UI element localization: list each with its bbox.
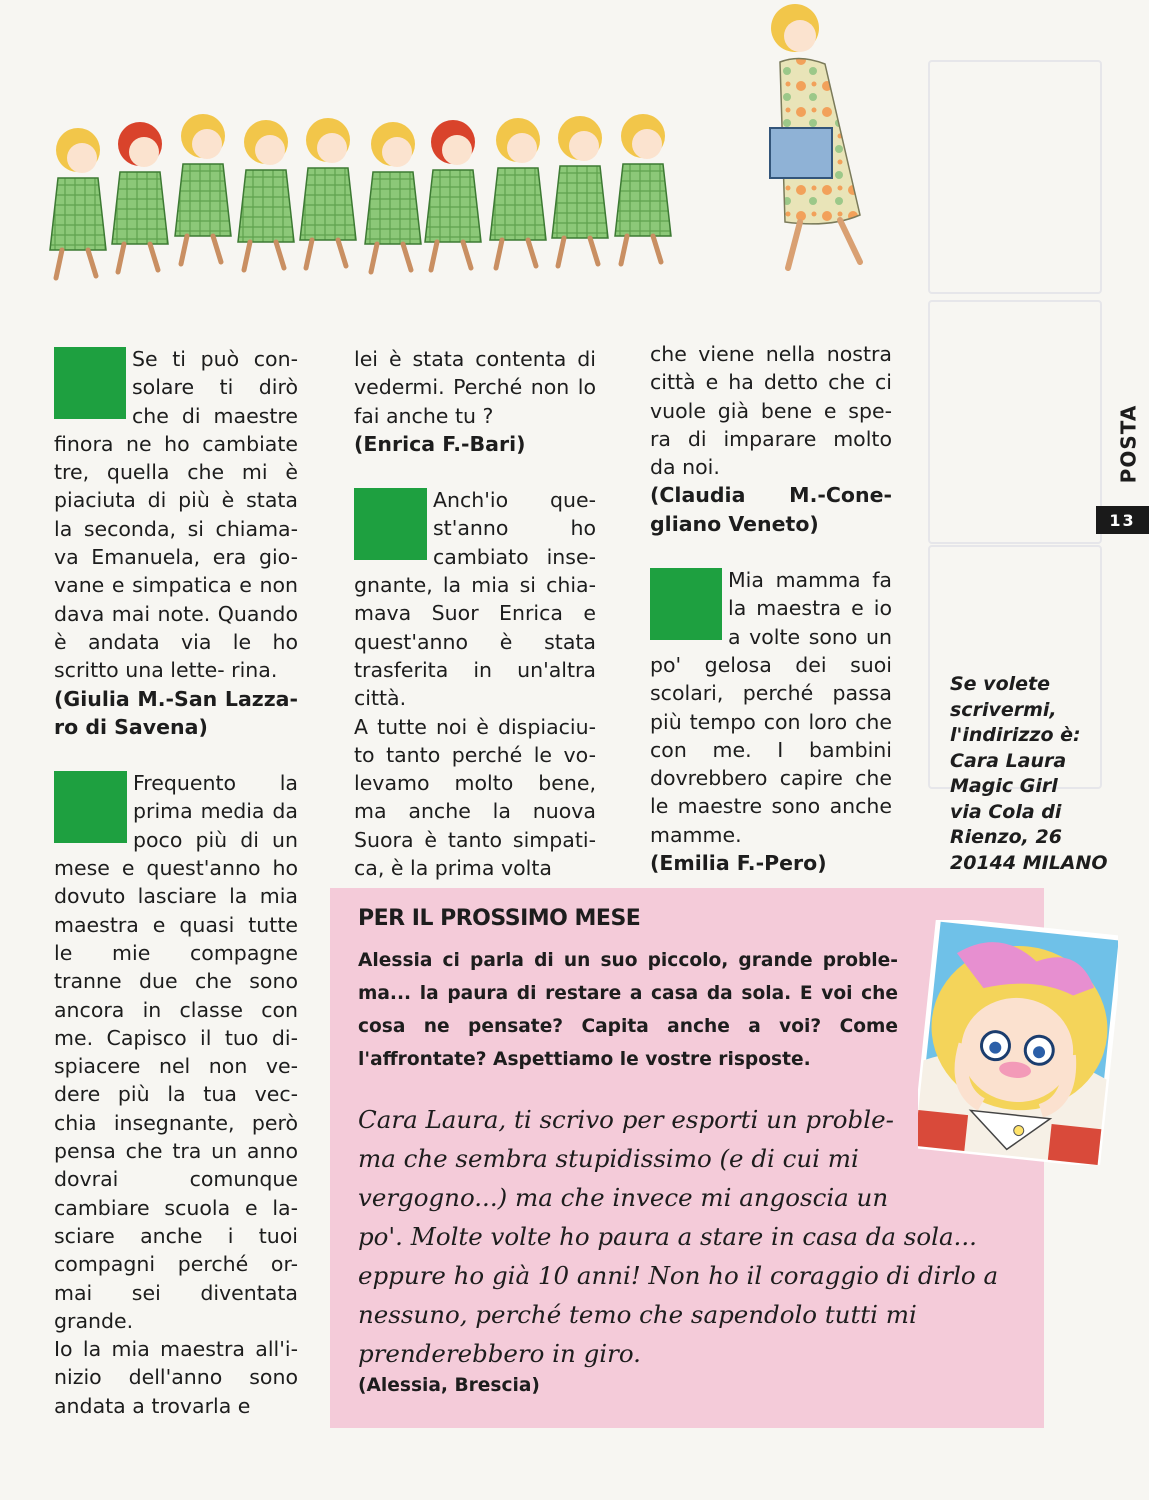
next-month-intro: Alessia ci parla di un suo piccolo, grande proble- ma... la paura di restare a casa da sola. E voi che cosa ne pensate? Capita anche a voi? Come l'affrontate? Aspettiamo le vostre risposte.: [358, 950, 898, 1070]
green-square-marker: [354, 488, 427, 560]
alessia-letter-text: Cara Laura, ti scrivo per esporti un proble- ma che sembra stupidissimo (e di cui mi vergogno...) ma che invece mi angoscia un po'. Molte volte ho paura a stare in casa da sola... eppure ho già 10 anni! Non ho il coraggio di dirlo a nessuno, perché temo che sapendolo tutti mi prenderebbero in giro.: [358, 1105, 999, 1368]
letter-2: [54, 769, 298, 1335]
letter-2-continued: Io la mia maestra all'i- nizio dell'anno sono andata a trovarla e: [54, 1337, 298, 1418]
alessia-letter: [358, 1100, 1008, 1373]
letter-4: [650, 566, 892, 849]
schoolgirls-illustration: [40, 0, 900, 300]
column-3: [650, 340, 892, 877]
address-line: scrivermi,: [950, 698, 1057, 721]
letter-2-continued-text: lei è stata contenta di vedermi. Perché non lo fai anche tu ?: [354, 347, 596, 428]
section-label: POSTA: [1116, 404, 1141, 484]
address-line: Rienzo, 26: [950, 826, 1062, 848]
address-line: l'indirizzo è:: [950, 724, 1081, 746]
teacher-illustration: [770, 4, 860, 268]
green-square-marker: [650, 568, 722, 640]
letter-3-signature: (Claudia M.-Cone- gliano Veneto): [650, 483, 892, 536]
ghost-frame-1: [928, 60, 1102, 294]
letter-1: [54, 345, 298, 685]
letter-2-signature: (Enrica F.-Bari): [354, 431, 526, 456]
letter-3: [354, 486, 596, 712]
address-line: 20144 MILANO: [950, 851, 1108, 874]
next-month-heading: PER IL PROSSIMO MESE: [358, 906, 641, 931]
letter-3-continued: A tutte noi è dispiaciu- to tanto perché le vo- levamo molto bene, ma anche la nuova Suora è tanto simpati- ca, è la prima volta: [354, 714, 596, 881]
alessia-signature: (Alessia, Brescia): [358, 1375, 540, 1396]
letter-3-text: Anch'io que- st'anno ho cambiato inse- gnante, la mia si chia- mava Suor Enrica e quest'anno è stata trasferita in un'altra città.: [354, 488, 596, 711]
section-tab: [1109, 396, 1147, 492]
letter-3-continued-text: che viene nella nostra città e ha detto che ci vuole già bene e spe- ra di imparare molto da noi.: [650, 342, 892, 480]
letter-2-text: Frequento la prima media da poco più di un mese e quest'anno ho dovuto lasciare la mia maestra e quasi tutte le mie compagne tranne due che sono ancora in classe con me. Capisco il tuo di- spiacere nel non ve- dere più la tua vec- chia insegnante, però pensa che tra un anno dovrai comunque cambiare scuola e la- sciare anche i tuoi compagni perché or- mai sei diventata grande.: [54, 771, 298, 1333]
letter-4-signature: (Emilia F.-Pero): [650, 851, 827, 876]
column-1: [54, 345, 298, 1420]
manga-girl-illustration: [918, 920, 1118, 1165]
column-2: [354, 345, 596, 882]
letter-4-text: Mia mamma fa la maestra e io a volte sono un po' gelosa dei suoi scolari, perché passa più tempo con loro che con me. I bambini dovrebbero capire che le maestre sono anche mamme.: [650, 568, 892, 847]
address-line: Magic Girl: [950, 775, 1058, 797]
address-line: Cara Laura: [950, 749, 1067, 772]
ghost-frame-2: [928, 300, 1102, 544]
address-line: Se volete: [950, 673, 1050, 695]
mailing-address: [950, 672, 1120, 876]
letter-1-text: Se ti può con- solare ti dirò che di maestre finora ne ho cambiate tre, quella che mi è piaciuta di più è stata la seconda, si chiama- va Emanuela, era gio- vane e simpatica e non dava mai note. Quando è andata via le ho scritto una lette- rina.: [54, 347, 298, 683]
green-square-marker: [54, 347, 126, 419]
address-line: via Cola di: [950, 800, 1062, 823]
green-square-marker: [54, 771, 127, 843]
letter-1-signature: (Giulia M.-San Lazza- ro di Savena): [54, 686, 298, 739]
page-number: 13: [1096, 506, 1149, 534]
